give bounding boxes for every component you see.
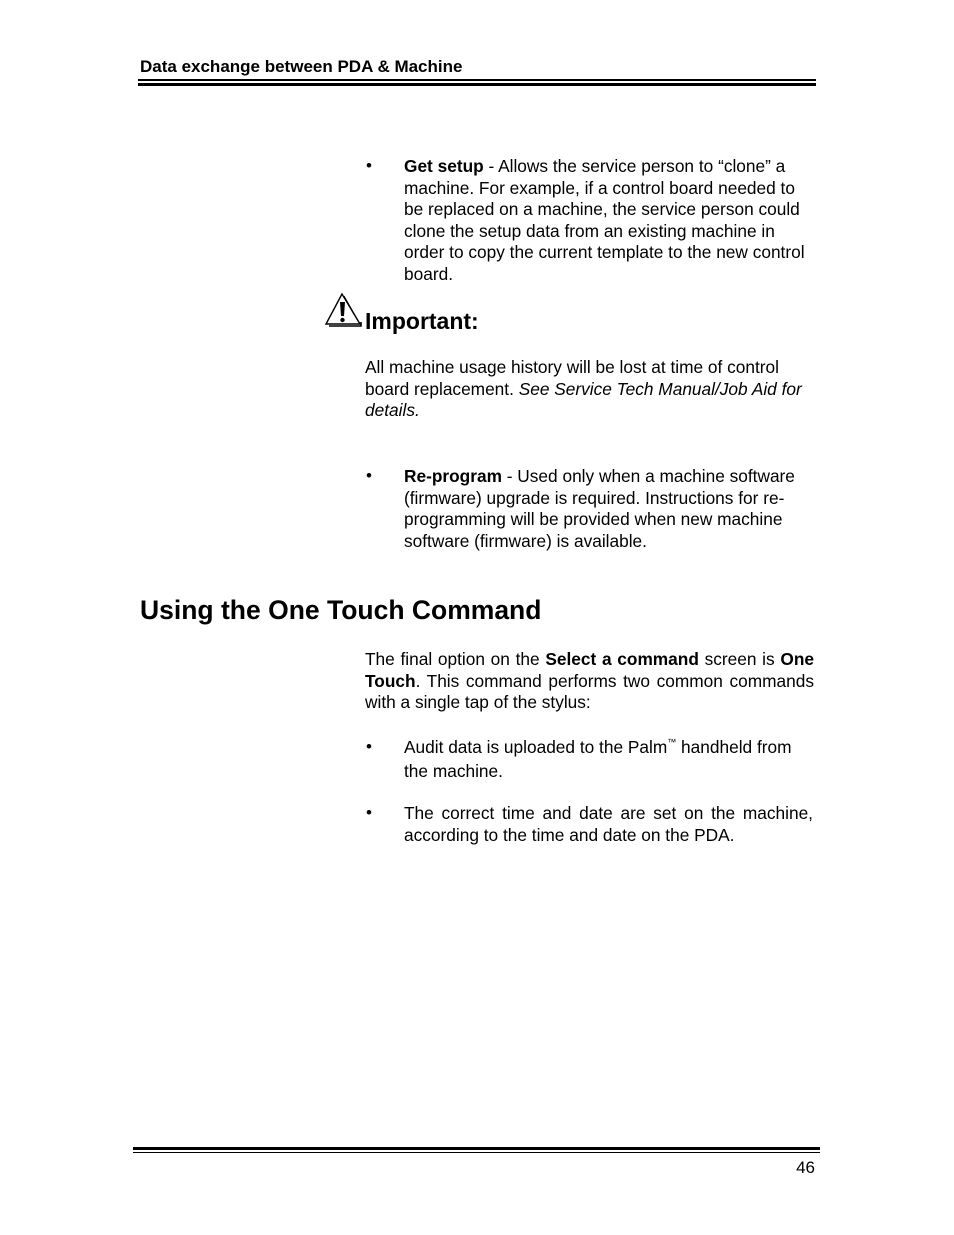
time-date-item: The correct time and date are set on the machine, according to the time and date on the PDA.	[404, 803, 813, 845]
audit-data-item	[404, 735, 809, 783]
running-header: Data exchange between PDA & Machine	[140, 57, 463, 76]
bullet-marker: •	[366, 803, 372, 822]
bullet-marker: •	[366, 466, 372, 485]
header-rule-thin	[138, 79, 816, 81]
important-note	[365, 357, 814, 422]
bullet-marker: •	[366, 737, 372, 756]
get-setup-description: - Allows the service person to “clone” a machine. For example, if a control board needed to be replaced on a machine, the service person could clone the setup data from an existing machine in order to copy the current template to the new control board.	[404, 156, 805, 284]
get-setup-item	[404, 156, 816, 286]
header-rule-thick	[138, 83, 816, 86]
warning-exclamation-icon	[324, 292, 362, 328]
get-setup-term: Get setup	[404, 156, 484, 176]
select-command-term: Select a command	[545, 649, 699, 669]
paragraph-text: screen is	[698, 649, 781, 669]
paragraph-text: The final option on the	[365, 649, 546, 669]
important-note-text: All machine usage history will be lost at time of control board replacement.	[365, 357, 779, 399]
section-heading: Using the One Touch Command	[140, 595, 542, 625]
one-touch-paragraph	[365, 649, 814, 714]
audit-data-text: handheld from the machine.	[404, 737, 792, 781]
one-touch-term: One Touch	[365, 649, 814, 691]
important-heading: Important:	[365, 308, 479, 334]
page-number: 46	[796, 1158, 815, 1177]
important-note-reference: See Service Tech Manual/Job Aid for details.	[365, 378, 802, 421]
reprogram-description: - Used only when a machine software (firmware) upgrade is required. Instructions for re-programming will be provided when new machine software (firmware) is available.	[404, 466, 795, 551]
reprogram-term: Re-program	[404, 466, 502, 486]
audit-data-text: Audit data is uploaded to the Palm	[404, 737, 668, 757]
trademark-symbol: ™	[667, 737, 677, 747]
reprogram-item	[404, 466, 816, 552]
footer-rule-thick	[133, 1147, 820, 1150]
footer-rule-thin	[133, 1152, 820, 1153]
bullet-marker: •	[366, 156, 372, 175]
paragraph-text: . This command performs two common commands with a single tap of the stylus:	[365, 670, 814, 713]
